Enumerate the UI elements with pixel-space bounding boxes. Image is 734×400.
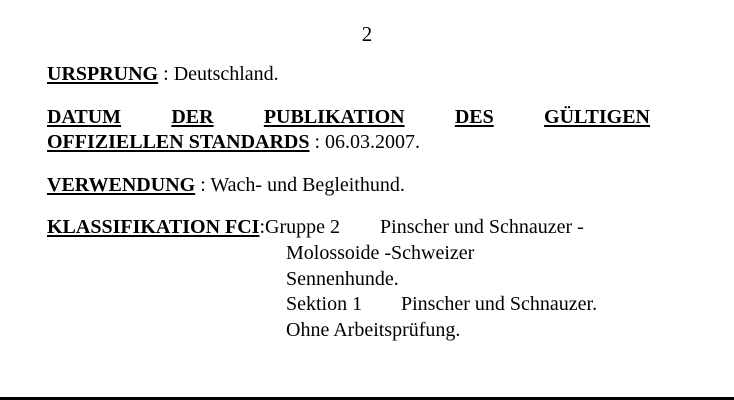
entry-datum-word-2: DER [171,105,214,128]
klassifikation-separator: : [259,216,266,239]
entry-ursprung-label: URSPRUNG [47,63,159,85]
entry-datum-label-line1 [47,105,650,131]
klassifikation-row-4 [47,292,687,318]
entry-datum-word-5: GÜLTIGEN [544,105,650,128]
klassifikation-gruppe-text-1: Pinscher und Schnauzer - [380,216,584,239]
entry-verwendung-separator: : [195,173,211,196]
klassifikation-row-1 [47,215,687,241]
klassifikation-sektion-number: Sektion 1 [286,293,363,316]
klassifikation-gruppe-number: Gruppe 2 [265,216,340,239]
entry-datum-publikation [47,105,687,156]
entry-verwendung-label: VERWENDUNG [47,173,196,196]
page-number: 2 [361,22,373,46]
document-body [47,62,687,343]
entry-datum-label-line2-row [47,130,687,156]
entry-datum-label-line2: OFFIZIELLEN STANDARDS [47,131,310,154]
entry-klassifikation [47,215,687,343]
entry-datum-value: 06.03.2007. [325,131,421,154]
klassifikation-sektion-text: Pinscher und Schnauzer. [401,293,598,316]
entry-verwendung [47,173,687,199]
entry-datum-word-1: DATUM [47,105,122,128]
entry-ursprung-separator: : [158,63,174,85]
klassifikation-row-3: Sennenhunde. [286,267,399,290]
entry-verwendung-value: Wach- und Begleithund. [210,173,405,196]
klassifikation-label: KLASSIFIKATION FCI [47,216,260,239]
entry-datum-word-3: PUBLIKATION [263,105,405,128]
entry-ursprung-value: Deutschland. [173,63,279,85]
klassifikation-note: Ohne Arbeitsprüfung. [286,318,461,341]
entry-ursprung [47,62,687,88]
entry-datum-separator: : [309,131,326,154]
entry-datum-word-4: DES [454,105,494,128]
klassifikation-row-2: Molossoide -Schweizer [286,241,475,264]
